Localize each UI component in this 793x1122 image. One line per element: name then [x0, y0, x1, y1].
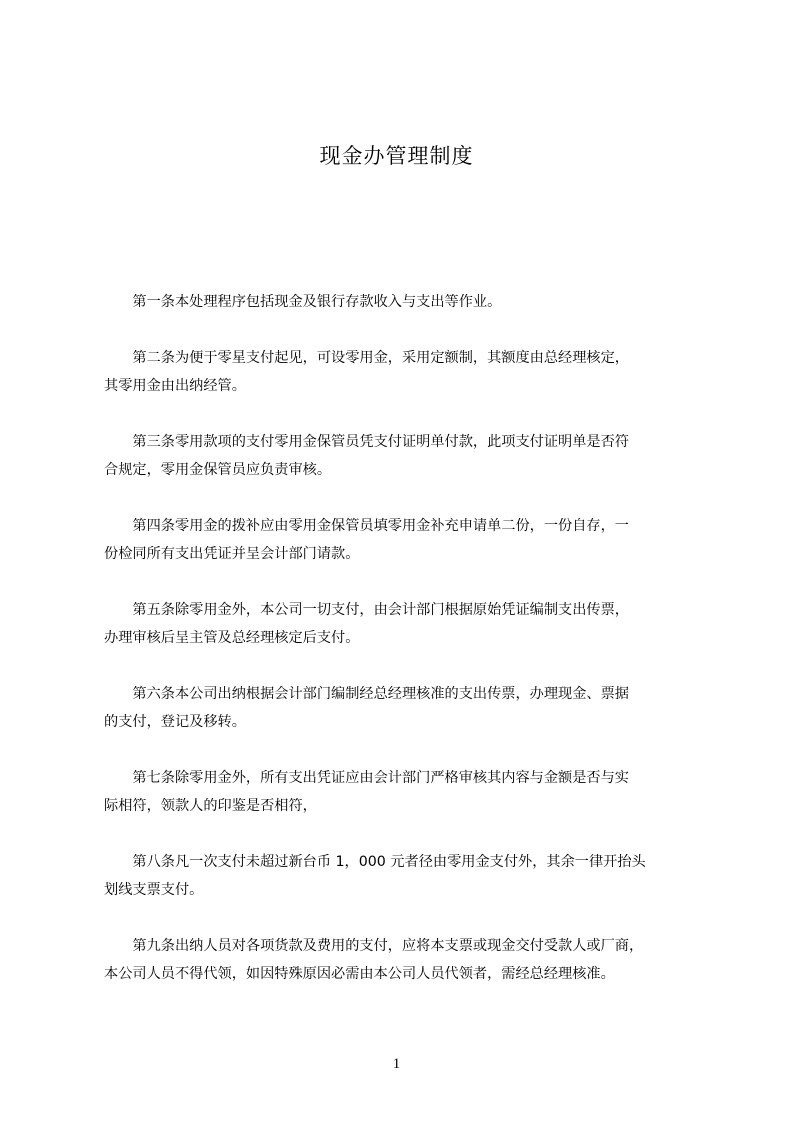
article-paragraph — [104, 512, 714, 568]
article-paragraph — [104, 680, 714, 736]
article-paragraph — [104, 764, 714, 820]
article-paragraph — [104, 428, 714, 484]
article-line: 办理审核后呈主管及总经理核定后支付。 — [104, 630, 360, 646]
article-list — [104, 288, 714, 1016]
article-line: 第五条除零用金外，本公司一切支付，由会计部门根据原始凭证编制支出传票， — [132, 602, 629, 618]
article-line: 份检同所有支出凭证并呈会计部门请款。 — [104, 546, 360, 562]
article-line: 第二条为便于零星支付起见，可设零用金，采用定额制，其额度由总经理核定， — [132, 350, 629, 366]
article-line: 第四条零用金的拨补应由零用金保管员填零用金补充申请单二份，一份自存，一 — [132, 518, 629, 534]
article-line: 其零用金由出纳经管。 — [104, 378, 246, 394]
article-line: 的支付，登记及移转。 — [104, 714, 246, 730]
article-line: 第七条除零用金外，所有支出凭证应由会计部门严格审核其内容与金额是否与实 — [132, 770, 629, 786]
article-paragraph — [104, 288, 714, 316]
page-title: 现金办管理制度 — [319, 144, 474, 168]
article-line: 第六条本公司出纳根据会计部门编制经总经理核准的支出传票，办理现金、票据 — [132, 686, 629, 702]
article-paragraph — [104, 344, 714, 400]
article-paragraph — [104, 596, 714, 652]
article-line: 第九条出纳人员对各项货款及费用的支付，应将本支票或现金交付受款人或厂商， — [132, 938, 644, 954]
page-number: 1 — [392, 1056, 401, 1072]
article-paragraph — [104, 848, 714, 904]
article-line: 划线支票支付。 — [104, 882, 204, 898]
article-line: 第一条本处理程序包括现金及银行存款收入与支出等作业。 — [132, 294, 502, 310]
article-paragraph — [104, 932, 714, 988]
article-line: 第三条零用款项的支付零用金保管员凭支付证明单付款，此项支付证明单是否符 — [132, 434, 629, 450]
article-line: 合规定，零用金保管员应负责审核。 — [104, 462, 332, 478]
article-line: 第八条凡一次支付未超过新台币 1，000 元者径由零用金支付外，其余一律开抬头 — [132, 854, 646, 870]
article-line: 本公司人员不得代领，如因特殊原因必需由本公司人员代领者，需经总经理核准。 — [104, 966, 615, 982]
article-line: 际相符，领款人的印鉴是否相符， — [104, 798, 317, 814]
